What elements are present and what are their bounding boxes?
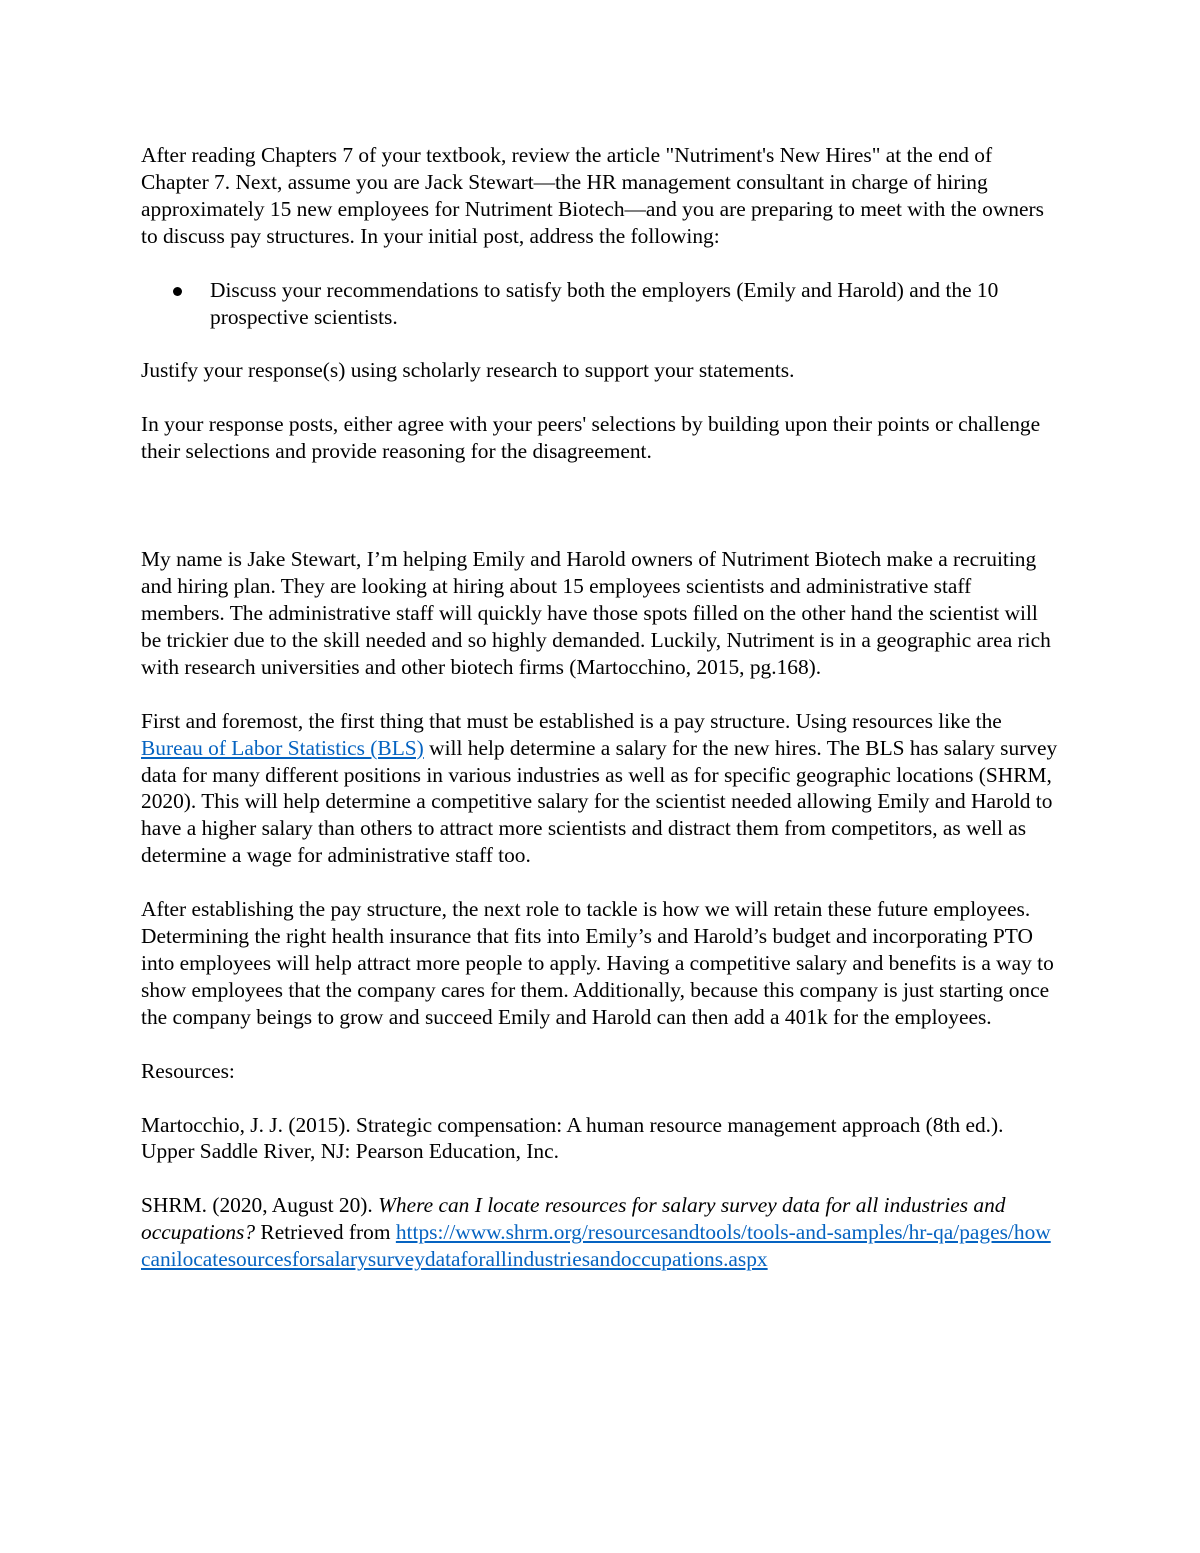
answer-paragraph-3: After establishing the pay structure, the next role to tackle is how we will retain these future employees. Determining the right health insurance that fits into Emily’s and Harold’s budget and incorporating PTO into employees will help attract more people to apply. Having a competitive salary and benefits is a way to show employees that the company cares for them. Additionally, because this company is just starting once the company beings to grow and succeed Emily and Harold can then add a 401k for the employees.: [141, 897, 1054, 1029]
prompt-response-posts: In your response posts, either agree with your peers' selections by building upon their points or challenge their selections and provide reasoning for the disagreement.: [141, 412, 1041, 464]
document-body: [141, 142, 1059, 1300]
reference-martocchio: Martocchio, J. J. (2015). Strategic compensation: A human resource management approach (8th ed.). Upper Saddle River, NJ: Pearson Education, Inc.: [141, 1112, 1004, 1164]
bls-link[interactable]: Bureau of Labor Statistics (BLS): [141, 735, 424, 760]
prompt-intro: After reading Chapters 7 of your textbook, review the article "Nutriment's New Hires" at the end of Chapter 7. Next, assume you are Jack Stewart—the HR management consultant in charge of hiring approximately 15 new employees for Nutriment Biotech—and you are preparing to meet with the owners to discuss pay structures. In your initial post, address the following:: [141, 143, 1044, 248]
list-item: [210, 277, 1059, 331]
bullet-icon: [173, 287, 182, 296]
resources-heading: Resources:: [141, 1058, 235, 1083]
section-spacer: [141, 492, 1059, 546]
answer-paragraph-1: My name is Jake Stewart, I’m helping Emily and Harold owners of Nutriment Biotech make a recruiting and hiring plan. They are looking at hiring about 15 employees scientists and administrative staff members. The administrative staff will quickly have those spots filled on the other hand the scientist will be trickier due to the skill needed and so highly demanded. Luckily, Nutriment is in a geographic area rich with research universities and other biotech firms (Martocchino, 2015, pg.168).: [141, 547, 1051, 679]
paragraph-2-text-end: will help determine a salary for the new hires. The BLS has salary survey data for many different positions in various industries as well as for specific geographic locations (SHRM, 2020). This will help determine a competitive salary for the scientist needed allowing Emily and Harold to have a higher salary than others to attract more scientists and distract them from competitors, as well as determine a wage for administrative staff too.: [141, 735, 1058, 868]
answer-paragraph-2: [141, 708, 1059, 869]
paragraph-2-text-start: First and foremost, the first thing that must be established is a pay structure. Using resources like the: [141, 708, 1002, 733]
prompt-justify: Justify your response(s) using scholarly research to support your statements.: [141, 358, 795, 383]
prompt-bullet-text: Discuss your recommendations to satisfy both the employers (Emily and Harold) and the 10 prospective scientists.: [210, 277, 999, 329]
reference-shrm-retrieved: Retrieved from: [255, 1220, 396, 1245]
prompt-bullet-list: [141, 277, 1059, 331]
reference-shrm-prefix: SHRM. (2020, August 20).: [141, 1193, 379, 1218]
reference-shrm-title: Where can I locate resources for salary survey data for all industries and occupations?: [141, 1193, 1006, 1245]
shrm-url-link[interactable]: https://www.shrm.org/resourcesandtools/tools-and-samples/hr-qa/pages/howcanilocatesourcesforsalarysurveydataforallindustriesandoccupations.aspx: [141, 1220, 1051, 1272]
reference-shrm: [141, 1192, 1059, 1273]
